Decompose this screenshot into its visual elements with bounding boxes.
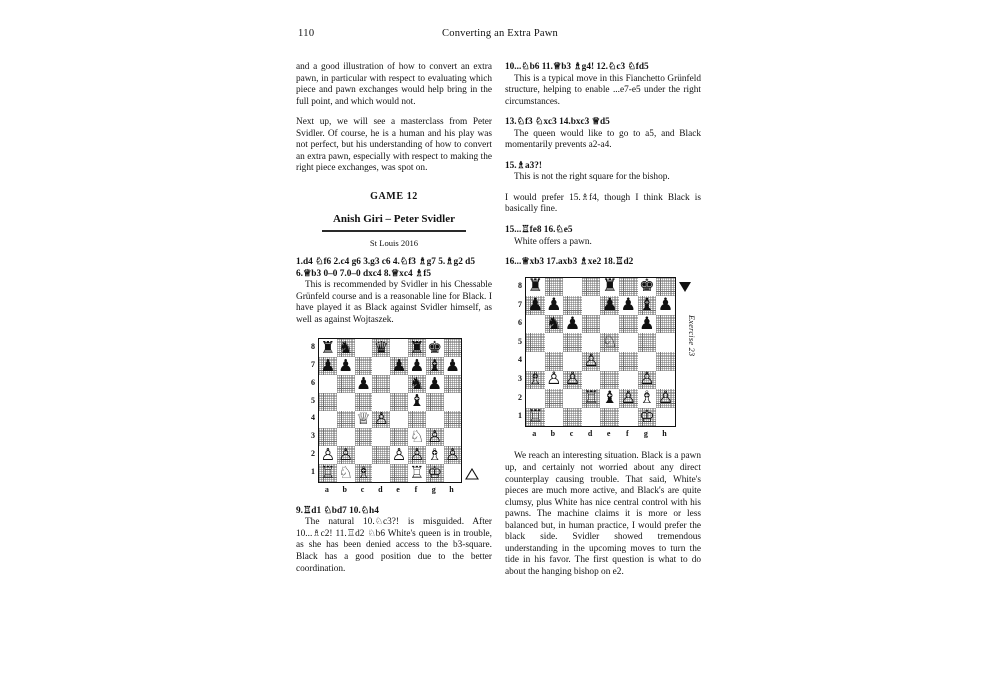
rank-label-7: 7 — [518, 299, 522, 309]
white-pawn-c3[interactable]: ♙ — [564, 369, 581, 390]
left-paragraph-4: The natural 10.♘c3?! is misguided. After 10...♗c2! 11.♖d2 ♘b6 White's queen is in trouble, as she has been denied access to the b3-square. Black has a good position due to the better coordination. — [296, 517, 492, 574]
square-f8[interactable] — [408, 339, 426, 357]
black-pawn-f7[interactable]: ♟ — [620, 294, 637, 315]
square-e7[interactable] — [390, 357, 408, 375]
square-d8[interactable] — [582, 278, 601, 297]
rank-label-1: 1 — [311, 466, 315, 476]
rank-label-5: 5 — [518, 336, 522, 346]
file-label-c: c — [569, 429, 574, 439]
file-label-b: b — [550, 429, 556, 439]
white-pawn-h2[interactable]: ♙ — [657, 387, 674, 408]
square-g7[interactable] — [638, 296, 657, 315]
black-knight-f6[interactable]: ♞ — [409, 373, 425, 393]
white-rook-a1[interactable]: ♖ — [320, 462, 336, 482]
black-rook-a8[interactable]: ♜ — [527, 276, 544, 297]
square-h1[interactable] — [656, 408, 675, 427]
rank-label-7: 7 — [311, 360, 315, 370]
square-g2[interactable] — [638, 389, 657, 408]
square-h8[interactable] — [656, 278, 675, 297]
white-pawn-e2[interactable]: ♙ — [391, 444, 407, 464]
file-label-g: g — [431, 484, 436, 494]
left-column — [296, 62, 492, 575]
rank-label-1: 1 — [518, 411, 522, 421]
file-label-g: g — [643, 429, 648, 439]
right-paragraph-2: The queen would like to go to a5, and Black momentarily prevents a2-a4. — [505, 128, 701, 151]
square-c3[interactable] — [563, 371, 582, 390]
square-a6[interactable] — [319, 375, 337, 393]
square-d3[interactable] — [582, 371, 601, 390]
left-paragraph-2: Next up, we will see a masterclass from Peter Svidler. Of course, he is a human and his play was not perfect, but his understanding of how to convert an extra pawn, especially with respect to making the right piece exchanges, was spot on. — [296, 117, 492, 174]
file-label-a: a — [324, 484, 329, 494]
square-d6[interactable] — [582, 315, 601, 334]
white-pawn-h2[interactable]: ♙ — [445, 444, 460, 464]
square-a7[interactable] — [526, 296, 545, 315]
file-label-d: d — [378, 484, 383, 494]
square-d4[interactable] — [372, 411, 390, 429]
black-king-g8[interactable]: ♚ — [427, 338, 443, 358]
white-pawn-g3[interactable]: ♙ — [639, 369, 655, 390]
file-label-b: b — [342, 484, 347, 494]
rank-label-6: 6 — [518, 318, 522, 328]
square-a1[interactable] — [319, 464, 337, 482]
black-pawn-c6[interactable]: ♟ — [564, 313, 581, 334]
square-h5[interactable] — [656, 333, 675, 352]
square-e3[interactable] — [600, 371, 619, 390]
square-c4[interactable] — [355, 411, 373, 429]
black-bishop-g7[interactable]: ♝ — [427, 355, 443, 375]
page-number: 110 — [298, 28, 315, 39]
square-h8[interactable] — [444, 339, 462, 357]
square-e4[interactable] — [600, 352, 619, 371]
file-label-e: e — [606, 429, 611, 439]
black-bishop-g7[interactable]: ♝ — [639, 294, 655, 315]
move-16: 16...♕xb3 17.axb3 ♗xe2 18.♖d2 — [505, 257, 634, 268]
square-b2[interactable] — [545, 389, 564, 408]
chess-board[interactable] — [525, 277, 676, 428]
square-f8[interactable] — [619, 278, 638, 297]
square-f7[interactable] — [408, 357, 426, 375]
square-b5[interactable] — [545, 333, 564, 352]
black-pawn-g6[interactable]: ♟ — [639, 313, 655, 334]
white-pawn-g3[interactable]: ♙ — [427, 427, 443, 446]
square-c2[interactable] — [563, 389, 582, 408]
square-c7[interactable] — [355, 357, 373, 375]
square-f2[interactable] — [408, 446, 426, 464]
square-d2[interactable] — [582, 389, 601, 408]
two-column-body — [290, 62, 710, 647]
left-paragraph-3: This is recommended by Svidler in his Chessable Grünfeld course and is a reasonable line for Black. I have played it as Black against Svidler himself, as well as against Wojtaszek. — [296, 280, 492, 325]
square-g1[interactable] — [638, 408, 657, 427]
white-pawn-a2[interactable]: ♙ — [320, 444, 336, 464]
square-b3[interactable] — [545, 371, 564, 390]
white-rook-d2[interactable]: ♖ — [583, 387, 599, 408]
black-pawn-c6[interactable]: ♟ — [356, 373, 371, 393]
white-pawn-d4[interactable]: ♙ — [373, 409, 389, 429]
black-pawn-b7[interactable]: ♟ — [338, 355, 354, 375]
square-d2[interactable] — [372, 446, 390, 464]
square-a7[interactable] — [319, 357, 337, 375]
square-b8[interactable] — [545, 278, 564, 297]
black-king-g8[interactable]: ♚ — [639, 276, 655, 297]
square-c6[interactable] — [355, 375, 373, 393]
square-f6[interactable] — [408, 375, 426, 393]
black-bishop-e2[interactable]: ♝ — [601, 387, 618, 408]
rank-label-4: 4 — [311, 413, 315, 423]
black-pawn-f7[interactable]: ♟ — [409, 355, 425, 375]
chess-diagram-right — [513, 276, 696, 442]
rank-label-3: 3 — [518, 373, 522, 383]
square-f7[interactable] — [619, 296, 638, 315]
black-bishop-f5[interactable]: ♝ — [409, 391, 425, 411]
black-triangle-to-move-indicator — [679, 282, 691, 292]
square-b1[interactable] — [545, 408, 564, 427]
square-f6[interactable] — [619, 315, 638, 334]
right-paragraph-4: I would prefer 15.♗f4, though I think Black is basically fine. — [505, 192, 701, 215]
square-c2[interactable] — [355, 446, 373, 464]
square-h6[interactable] — [656, 315, 675, 334]
move-10: 10...♘b6 11.♕b3 ♗g4! 12.♘c3 ♘fd5 — [505, 62, 649, 72]
square-d5[interactable] — [372, 393, 390, 411]
white-knight-e5[interactable]: ♘ — [601, 332, 618, 353]
black-rook-e8[interactable]: ♜ — [601, 276, 618, 297]
white-bishop-c1[interactable]: ♗ — [356, 462, 371, 482]
square-a2[interactable] — [526, 389, 545, 408]
square-d5[interactable] — [582, 333, 601, 352]
black-rook-a8[interactable]: ♜ — [320, 338, 336, 358]
square-a1[interactable] — [526, 408, 545, 427]
square-g6[interactable] — [638, 315, 657, 334]
square-a3[interactable] — [319, 428, 337, 446]
square-c8[interactable] — [355, 339, 373, 357]
square-e5[interactable] — [390, 393, 408, 411]
square-b7[interactable] — [545, 296, 564, 315]
white-knight-f3[interactable]: ♘ — [409, 427, 425, 446]
square-e4[interactable] — [390, 411, 408, 429]
square-e6[interactable] — [390, 375, 408, 393]
white-triangle-to-move-indicator — [465, 467, 479, 485]
square-f5[interactable] — [408, 393, 426, 411]
white-rook-f1[interactable]: ♖ — [409, 462, 425, 482]
rank-label-4: 4 — [518, 355, 522, 365]
square-d7[interactable] — [582, 296, 601, 315]
square-g7[interactable] — [426, 357, 444, 375]
white-pawn-b2[interactable]: ♙ — [338, 444, 354, 464]
white-queen-c4[interactable]: ♕ — [356, 409, 371, 429]
square-h7[interactable] — [656, 296, 675, 315]
square-g3[interactable] — [426, 428, 444, 446]
black-pawn-h7[interactable]: ♟ — [445, 355, 460, 375]
book-page — [290, 24, 710, 649]
white-bishop-g2[interactable]: ♗ — [427, 444, 443, 464]
white-king-g1[interactable]: ♔ — [639, 406, 655, 427]
file-label-a: a — [532, 429, 537, 439]
white-pawn-d4[interactable]: ♙ — [583, 350, 599, 371]
rank-label-2: 2 — [311, 449, 315, 459]
white-pawn-f2[interactable]: ♙ — [409, 444, 425, 464]
right-paragraph-5: White offers a pawn. — [514, 236, 592, 247]
right-paragraph-6: We reach an interesting situation. Black is a pawn up, and certainly not worried about any direct counterplay causing trouble. That said, White's pieces are much more active, and Black's are quite clumsy, plus White has nice central control with his pawns. The machine claims it is more or less balanced but, in human practice, I would prefer the black side. Svidler showed tremendous understanding in the upcoming moves to turn the tide in his favor. The first question is what to do about the hanging bishop on e2. — [505, 451, 701, 577]
square-g1[interactable] — [426, 464, 444, 482]
file-label-h: h — [662, 429, 667, 439]
right-paragraph-3: This is not the right square for the bishop. — [514, 172, 670, 183]
left-paragraph-1: and a good illustration of how to convert an extra pawn, in particular with respect to evaluating which piece and pawn exchanges would help bring in the full point, and which would not. — [296, 62, 492, 107]
square-g6[interactable] — [426, 375, 444, 393]
square-d6[interactable] — [372, 375, 390, 393]
white-knight-b1[interactable]: ♘ — [338, 462, 354, 482]
square-f1[interactable] — [408, 464, 426, 482]
square-g2[interactable] — [426, 446, 444, 464]
square-h3[interactable] — [656, 371, 675, 390]
move-9: 9.♖d1 ♘bd7 10.♘h4 — [296, 505, 379, 516]
square-a3[interactable] — [526, 371, 545, 390]
move-15: 15.♗a3?! — [505, 160, 542, 171]
rank-label-8: 8 — [311, 342, 315, 352]
file-label-e: e — [396, 484, 400, 494]
black-queen-d8[interactable]: ♛ — [373, 338, 389, 358]
square-c5[interactable] — [355, 393, 373, 411]
rank-label-3: 3 — [311, 431, 315, 441]
square-g4[interactable] — [638, 352, 657, 371]
square-a4[interactable] — [526, 352, 545, 371]
white-rook-a1[interactable]: ♖ — [527, 406, 544, 427]
square-b2[interactable] — [337, 446, 355, 464]
black-pawn-e7[interactable]: ♟ — [391, 355, 407, 375]
square-h2[interactable] — [444, 446, 462, 464]
square-c5[interactable] — [563, 333, 582, 352]
black-pawn-b7[interactable]: ♟ — [546, 294, 562, 315]
file-label-f: f — [414, 484, 418, 494]
square-g8[interactable] — [638, 278, 657, 297]
square-g8[interactable] — [426, 339, 444, 357]
square-f3[interactable] — [408, 428, 426, 446]
white-king-g1[interactable]: ♔ — [427, 462, 443, 482]
opening-moves: 1.d4 ♘f6 2.c4 g6 3.g3 c6 4.♘f3 ♗g7 5.♗g2 d5 6.♕b3 0–0 7.0–0 dxc4 8.♕xc4 ♗f5 — [296, 257, 475, 279]
square-f3[interactable] — [619, 371, 638, 390]
square-f5[interactable] — [619, 333, 638, 352]
square-b1[interactable] — [337, 464, 355, 482]
square-e1[interactable] — [600, 408, 619, 427]
square-d3[interactable] — [372, 428, 390, 446]
square-e6[interactable] — [600, 315, 619, 334]
square-g5[interactable] — [426, 393, 444, 411]
chess-board[interactable] — [318, 338, 462, 482]
rank-label-8: 8 — [518, 280, 522, 290]
square-a5[interactable] — [319, 393, 337, 411]
right-paragraph-1: This is a typical move in this Fianchetto Grünfeld structure, helping to enable ...e7-e5 under the right circumstances. — [505, 73, 701, 107]
square-b6[interactable] — [545, 315, 564, 334]
square-c6[interactable] — [563, 315, 582, 334]
file-label-h: h — [449, 484, 454, 494]
square-h7[interactable] — [444, 357, 462, 375]
square-d4[interactable] — [582, 352, 601, 371]
square-e2[interactable] — [600, 389, 619, 408]
game-number: GAME 12 — [370, 190, 418, 202]
exercise-label: Exercise 23 — [686, 314, 696, 357]
white-pawn-f2[interactable]: ♙ — [620, 387, 637, 408]
move-15b: 15...♖fe8 16.♘e5 — [505, 225, 573, 236]
white-bishop-a3[interactable]: ♗ — [527, 369, 544, 390]
square-d1[interactable] — [372, 464, 390, 482]
square-c1[interactable] — [563, 408, 582, 427]
square-h4[interactable] — [444, 411, 462, 429]
file-label-d: d — [587, 429, 593, 439]
square-e5[interactable] — [600, 333, 619, 352]
square-c4[interactable] — [563, 352, 582, 371]
square-b4[interactable] — [337, 411, 355, 429]
square-h3[interactable] — [444, 428, 462, 446]
file-label-f: f — [625, 429, 629, 439]
square-b3[interactable] — [337, 428, 355, 446]
header-divider — [322, 230, 466, 232]
square-d7[interactable] — [372, 357, 390, 375]
square-e1[interactable] — [390, 464, 408, 482]
square-g3[interactable] — [638, 371, 657, 390]
square-g4[interactable] — [426, 411, 444, 429]
square-b6[interactable] — [337, 375, 355, 393]
black-rook-f8[interactable]: ♜ — [409, 338, 425, 358]
square-b4[interactable] — [545, 352, 564, 371]
square-f4[interactable] — [619, 352, 638, 371]
chapter-title: Converting an Extra Pawn — [442, 28, 558, 39]
square-c1[interactable] — [355, 464, 373, 482]
black-pawn-h7[interactable]: ♟ — [657, 294, 674, 315]
white-bishop-g2[interactable]: ♗ — [639, 387, 655, 408]
square-h1[interactable] — [444, 464, 462, 482]
square-f4[interactable] — [408, 411, 426, 429]
square-d1[interactable] — [582, 408, 601, 427]
right-column — [505, 62, 701, 578]
square-a8[interactable] — [526, 278, 545, 297]
square-h2[interactable] — [656, 389, 675, 408]
black-pawn-a7[interactable]: ♟ — [320, 355, 336, 375]
square-a8[interactable] — [319, 339, 337, 357]
black-pawn-e7[interactable]: ♟ — [601, 294, 618, 315]
square-a5[interactable] — [526, 333, 545, 352]
square-e8[interactable] — [390, 339, 408, 357]
black-pawn-g6[interactable]: ♟ — [427, 373, 443, 393]
square-c3[interactable] — [355, 428, 373, 446]
running-head — [290, 24, 710, 46]
game-players: Anish Giri – Peter Svidler — [332, 212, 455, 225]
square-e2[interactable] — [390, 446, 408, 464]
rank-label-2: 2 — [518, 392, 522, 402]
white-pawn-b3[interactable]: ♙ — [546, 369, 562, 390]
square-a6[interactable] — [526, 315, 545, 334]
square-f1[interactable] — [619, 408, 638, 427]
square-g5[interactable] — [638, 333, 657, 352]
square-e7[interactable] — [600, 296, 619, 315]
square-c7[interactable] — [563, 296, 582, 315]
square-b8[interactable] — [337, 339, 355, 357]
square-b7[interactable] — [337, 357, 355, 375]
square-h5[interactable] — [444, 393, 462, 411]
game-event: St Louis 2016 — [369, 238, 419, 249]
black-knight-b6[interactable]: ♞ — [546, 313, 562, 334]
rank-label-6: 6 — [311, 377, 315, 387]
square-b5[interactable] — [337, 393, 355, 411]
square-h6[interactable] — [444, 375, 462, 393]
rank-label-5: 5 — [311, 395, 315, 405]
square-d8[interactable] — [372, 339, 390, 357]
square-c8[interactable] — [563, 278, 582, 297]
chess-diagram-left — [306, 338, 462, 496]
square-f2[interactable] — [619, 389, 638, 408]
square-a4[interactable] — [319, 411, 337, 429]
black-pawn-a7[interactable]: ♟ — [527, 294, 544, 315]
square-e3[interactable] — [390, 428, 408, 446]
move-13: 13.♘f3 ♘xc3 14.bxc3 ♕d5 — [505, 117, 610, 128]
black-knight-b8[interactable]: ♞ — [338, 338, 354, 358]
square-h4[interactable] — [656, 352, 675, 371]
square-a2[interactable] — [319, 446, 337, 464]
file-label-c: c — [360, 484, 365, 494]
square-e8[interactable] — [600, 278, 619, 297]
